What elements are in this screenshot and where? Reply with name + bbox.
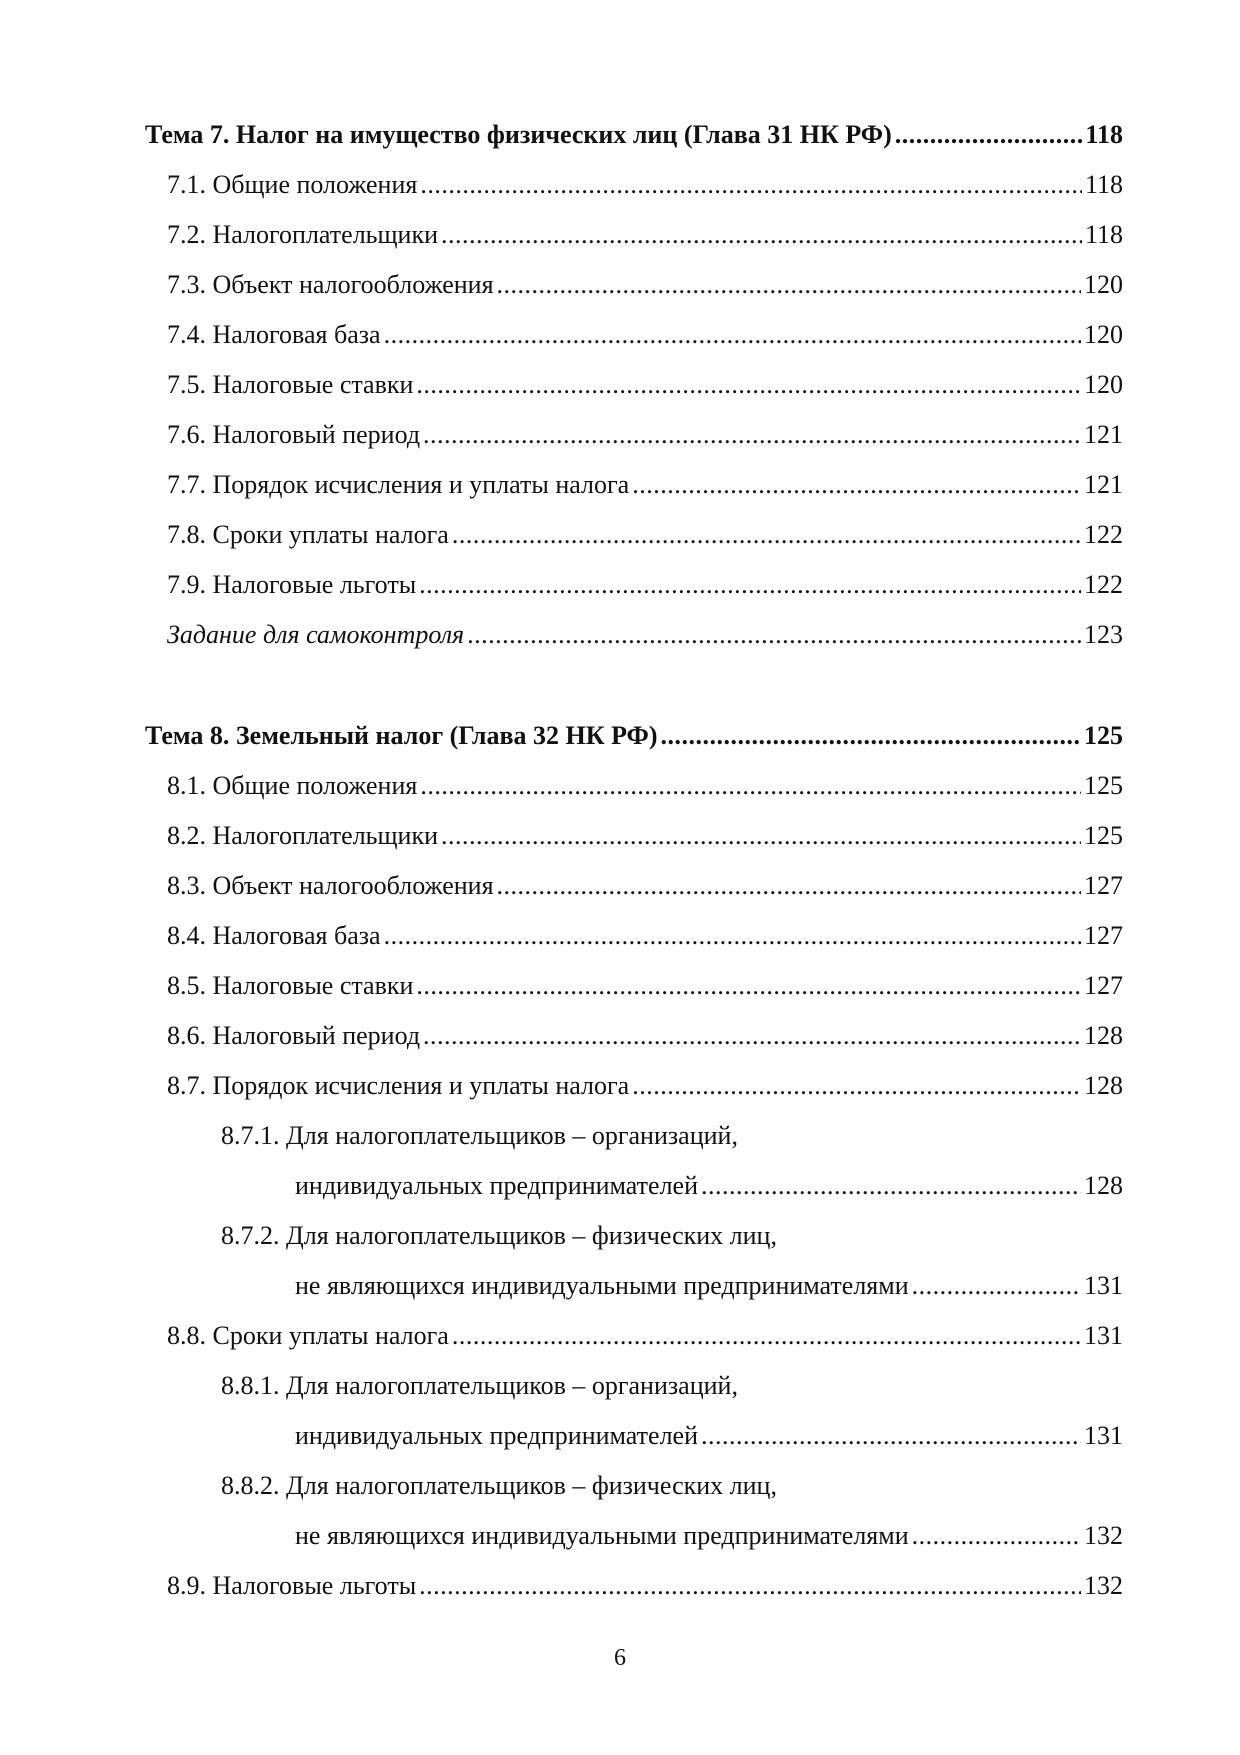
toc-entry-8-1[interactable] <box>145 761 1123 811</box>
toc-entry-8-7-1[interactable] <box>145 1111 1123 1161</box>
toc-entry-8-8-2[interactable] <box>145 1461 1123 1511</box>
dot-leader <box>423 422 1081 448</box>
toc-entry-title: 7.7. Порядок исчисления и уплаты налога <box>167 470 630 499</box>
toc-entry-8-9[interactable] <box>145 1561 1123 1611</box>
dot-leader <box>452 522 1081 548</box>
toc-entry-title: 7.1. Общие положения <box>167 170 418 199</box>
toc-entry-8-8[interactable] <box>145 1311 1123 1361</box>
toc-entry-8-5[interactable] <box>145 961 1123 1011</box>
toc-entry-7-5[interactable] <box>145 360 1123 410</box>
toc-page-number: 127 <box>1084 871 1123 900</box>
toc-page-number: 131 <box>1084 1321 1123 1350</box>
toc-entry-title: 7.3. Объект налогообложения <box>167 270 494 299</box>
dot-leader <box>416 973 1081 999</box>
toc-entry-title: индивидуальных предпринимателей <box>295 1171 698 1200</box>
dot-leader <box>416 372 1081 398</box>
dot-leader <box>912 1273 1081 1299</box>
table-of-contents <box>145 110 1123 1611</box>
toc-heading-topic-8[interactable] <box>145 711 1123 761</box>
dot-leader <box>441 823 1081 849</box>
toc-entry-7-9[interactable] <box>145 560 1123 610</box>
toc-page-number: 132 <box>1084 1521 1123 1550</box>
page-number-footer: 6 <box>614 1645 626 1671</box>
dot-leader <box>895 122 1083 148</box>
toc-entry-7-7[interactable] <box>145 460 1123 510</box>
toc-entry-8-6[interactable] <box>145 1011 1123 1061</box>
toc-entry-title: 7.4. Налоговая база <box>167 320 381 349</box>
toc-page-number: 122 <box>1084 570 1123 599</box>
toc-entry-8-7-1-continued[interactable] <box>145 1161 1123 1211</box>
toc-entry-title: Задание для самоконтроля <box>167 620 465 649</box>
toc-entry-title: 8.6. Налоговый период <box>167 1021 421 1050</box>
dot-leader <box>441 222 1082 248</box>
toc-entry-8-8-1[interactable] <box>145 1361 1123 1411</box>
toc-entry-title: 8.3. Объект налогообложения <box>167 871 494 900</box>
dot-leader <box>423 1023 1081 1049</box>
toc-entry-title: 8.5. Налоговые ставки <box>167 971 414 1000</box>
toc-entry-title: 8.7.1. Для налогоплательщиков – организаций, <box>221 1121 738 1150</box>
toc-entry-title: 8.9. Налоговые льготы <box>167 1571 417 1600</box>
toc-page-number: 118 <box>1085 120 1123 149</box>
toc-entry-8-2[interactable] <box>145 811 1123 861</box>
toc-entry-title: не являющихся индивидуальными предпринимателями <box>295 1271 909 1300</box>
toc-entry-title: Тема 8. Земельный налог (Глава 32 НК РФ) <box>145 721 658 750</box>
toc-page-number: 125 <box>1084 721 1123 750</box>
toc-entry-title: 8.8.1. Для налогоплательщиков – организаций, <box>221 1371 738 1400</box>
toc-entry-title: 7.6. Налоговый период <box>167 420 421 449</box>
toc-entry-title: не являющихся индивидуальными предпринимателями <box>295 1521 909 1550</box>
dot-leader <box>912 1523 1081 1549</box>
toc-page-number: 128 <box>1084 1021 1123 1050</box>
toc-heading-topic-7[interactable] <box>145 110 1123 160</box>
toc-entry-title: 8.2. Налогоплательщики <box>167 821 439 850</box>
toc-entry-title: индивидуальных предпринимателей <box>295 1421 698 1450</box>
toc-entry-8-3[interactable] <box>145 861 1123 911</box>
toc-page-number: 127 <box>1084 971 1123 1000</box>
toc-entry-title: 7.5. Налоговые ставки <box>167 370 414 399</box>
toc-page-number: 120 <box>1084 270 1123 299</box>
toc-page-number: 128 <box>1084 1171 1123 1200</box>
dot-leader <box>497 272 1081 298</box>
toc-page-number: 125 <box>1084 821 1123 850</box>
toc-page-number: 118 <box>1084 220 1123 249</box>
dot-leader <box>419 572 1081 598</box>
toc-entry-7-3[interactable] <box>145 260 1123 310</box>
toc-page-number: 121 <box>1084 420 1123 449</box>
toc-page-number: 120 <box>1084 320 1123 349</box>
toc-entry-8-7-2-continued[interactable] <box>145 1261 1123 1311</box>
toc-page-number: 131 <box>1084 1421 1123 1450</box>
dot-leader <box>452 1323 1081 1349</box>
toc-entry-7-6[interactable] <box>145 410 1123 460</box>
toc-entry-8-8-2-continued[interactable] <box>145 1511 1123 1561</box>
toc-entry-title: 8.7.2. Для налогоплательщиков – физических лиц, <box>221 1221 777 1250</box>
toc-entry-8-8-1-continued[interactable] <box>145 1411 1123 1461</box>
toc-page-number: 132 <box>1084 1571 1123 1600</box>
dot-leader <box>661 723 1081 749</box>
toc-entry-8-7[interactable] <box>145 1061 1123 1111</box>
toc-entry-8-7-2[interactable] <box>145 1211 1123 1261</box>
toc-page-number: 122 <box>1084 520 1123 549</box>
toc-page-number: 123 <box>1084 620 1123 649</box>
toc-entry-title: 8.7. Порядок исчисления и уплаты налога <box>167 1071 630 1100</box>
dot-leader <box>384 923 1081 949</box>
toc-page-number: 125 <box>1084 771 1123 800</box>
dot-leader <box>632 1073 1081 1099</box>
toc-page-number: 131 <box>1084 1271 1123 1300</box>
dot-leader <box>497 873 1081 899</box>
toc-entry-7-4[interactable] <box>145 310 1123 360</box>
toc-entry-title: 7.8. Сроки уплаты налога <box>167 520 449 549</box>
toc-entry-7-8[interactable] <box>145 510 1123 560</box>
dot-leader <box>420 773 1081 799</box>
toc-page-number: 121 <box>1084 470 1123 499</box>
toc-entry-title: 8.4. Налоговая база <box>167 921 381 950</box>
dot-leader <box>419 1573 1081 1599</box>
toc-entry-self-check[interactable] <box>145 610 1123 660</box>
dot-leader <box>632 472 1081 498</box>
dot-leader <box>384 322 1081 348</box>
toc-page-number: 120 <box>1084 370 1123 399</box>
toc-page-number: 128 <box>1084 1071 1123 1100</box>
dot-leader <box>420 172 1082 198</box>
toc-entry-title: 8.8.2. Для налогоплательщиков – физических лиц, <box>221 1471 777 1500</box>
dot-leader <box>701 1173 1081 1199</box>
toc-entry-title: 8.8. Сроки уплаты налога <box>167 1321 449 1350</box>
toc-entry-7-2[interactable] <box>145 210 1123 260</box>
toc-entry-title: 7.9. Налоговые льготы <box>167 570 417 599</box>
section-gap <box>145 660 1123 711</box>
toc-entry-title: 7.2. Налогоплательщики <box>167 220 439 249</box>
toc-entry-8-4[interactable] <box>145 911 1123 961</box>
toc-entry-title: Тема 7. Налог на имущество физических лиц (Глава 31 НК РФ) <box>145 120 892 149</box>
toc-entry-title: 8.1. Общие положения <box>167 771 418 800</box>
dot-leader <box>467 622 1081 648</box>
toc-page-number: 118 <box>1084 170 1123 199</box>
toc-entry-7-1[interactable] <box>145 160 1123 210</box>
dot-leader <box>701 1423 1081 1449</box>
toc-page-number: 127 <box>1084 921 1123 950</box>
